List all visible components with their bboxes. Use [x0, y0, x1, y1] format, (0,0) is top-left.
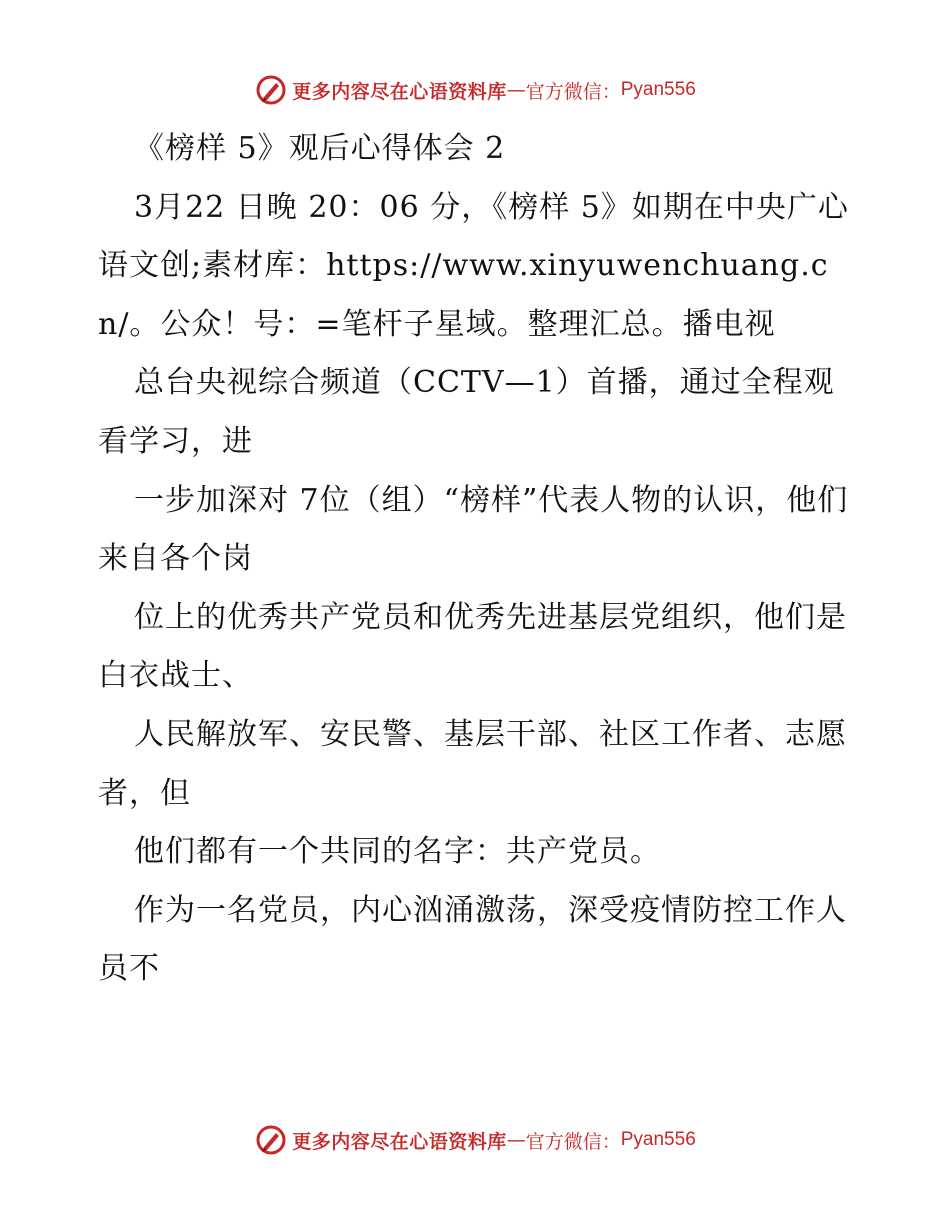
banner-main-text: 更多内容尽在心语资料库	[292, 80, 507, 103]
banner-account: Pyan556	[620, 79, 696, 100]
paragraph: 3月22 日晚 20：06 分，《榜样 5》如期在中央广心语文创;素材库：https://www.xinyuwenchuang.cn/。公众！号：=笔杆子星域。整理汇总。播电视	[98, 189, 849, 342]
paragraph: 人民解放军、安民警、基层干部、社区工作者、志愿者，但	[98, 716, 847, 811]
paragraph: 总台央视综合频道（CCTV—1）首播，通过全程观看学习，进	[98, 365, 835, 459]
paragraph: 一步加深对 7位（组）“榜样”代表人物的认识，他们来自各个岗	[98, 482, 849, 577]
banner-sub-text: 官方微信：	[525, 80, 621, 103]
pen-logo-icon	[254, 1123, 288, 1157]
banner-dash: —	[506, 1129, 526, 1151]
pen-logo-icon	[254, 73, 288, 107]
footer-banner	[0, 1120, 950, 1160]
banner-dash: —	[506, 79, 526, 101]
document-body	[98, 120, 858, 999]
paragraph: 他们都有一个共同的名字：共产党员。	[134, 834, 661, 870]
banner-main-text: 更多内容尽在心语资料库	[292, 1130, 507, 1153]
paragraph: 作为一名党员，内心汹涌激荡，深受疫情防控工作人员不	[98, 892, 847, 987]
paragraph: 位上的优秀共产党员和优秀先进基层党组织，他们是白衣战士、	[98, 599, 847, 694]
banner-account: Pyan556	[620, 1129, 696, 1150]
document-title: 《榜样 5》观后心得体会 2	[134, 131, 506, 166]
header-banner	[0, 70, 950, 110]
banner-sub-text: 官方微信：	[525, 1130, 621, 1153]
